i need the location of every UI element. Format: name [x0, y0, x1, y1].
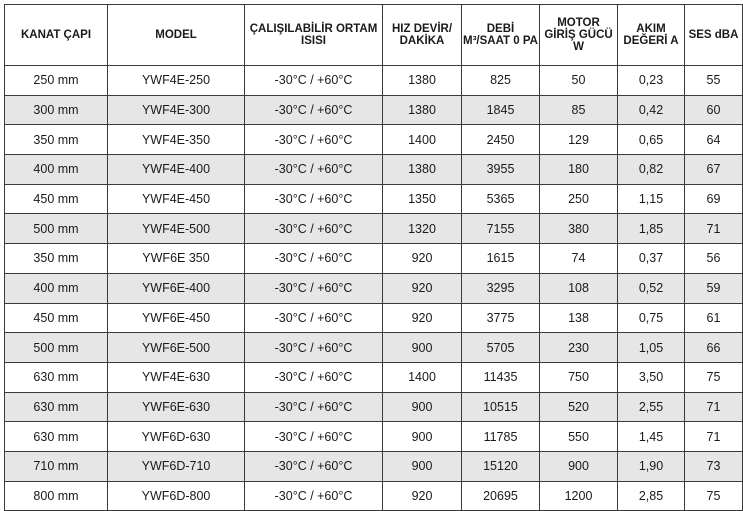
table-body — [5, 66, 743, 511]
header-motor-gucu: MOTOR GİRİŞ GÜCÜ W — [540, 5, 618, 66]
motor-gucu-cell: 180 — [540, 155, 618, 185]
akim-degeri-cell: 1,05 — [618, 333, 685, 363]
motor-gucu-cell: 108 — [540, 273, 618, 303]
kanat-capi-cell: 400 mm — [5, 155, 108, 185]
kanat-capi-cell: 250 mm — [5, 66, 108, 96]
ses-cell: 59 — [685, 273, 743, 303]
akim-degeri-cell: 3,50 — [618, 362, 685, 392]
header-hiz-devir: HIZ DEVİR/ DAKİKA — [383, 5, 462, 66]
akim-degeri-cell: 2,55 — [618, 392, 685, 422]
motor-gucu-cell: 50 — [540, 66, 618, 96]
ortam-isisi-cell: -30°C / +60°C — [245, 244, 383, 274]
ortam-isisi-cell: -30°C / +60°C — [245, 303, 383, 333]
ses-cell: 75 — [685, 362, 743, 392]
ortam-isisi-cell: -30°C / +60°C — [245, 184, 383, 214]
akim-degeri-cell: 1,45 — [618, 422, 685, 452]
model-cell: YWF6E-500 — [108, 333, 245, 363]
akim-degeri-cell: 1,90 — [618, 451, 685, 481]
debi-cell: 15120 — [462, 451, 540, 481]
debi-cell: 1845 — [462, 95, 540, 125]
motor-gucu-cell: 520 — [540, 392, 618, 422]
akim-degeri-cell: 0,37 — [618, 244, 685, 274]
motor-gucu-cell: 380 — [540, 214, 618, 244]
ortam-isisi-cell: -30°C / +60°C — [245, 392, 383, 422]
hiz-devir-cell: 900 — [383, 333, 462, 363]
debi-cell: 3295 — [462, 273, 540, 303]
model-cell: YWF6D-710 — [108, 451, 245, 481]
hiz-devir-cell: 920 — [383, 303, 462, 333]
hiz-devir-cell: 900 — [383, 422, 462, 452]
model-cell: YWF4E-250 — [108, 66, 245, 96]
model-cell: YWF6D-800 — [108, 481, 245, 511]
motor-gucu-cell: 1200 — [540, 481, 618, 511]
hiz-devir-cell: 900 — [383, 451, 462, 481]
hiz-devir-cell: 1320 — [383, 214, 462, 244]
kanat-capi-cell: 630 mm — [5, 362, 108, 392]
motor-gucu-cell: 900 — [540, 451, 618, 481]
table-row — [5, 244, 743, 274]
hiz-devir-cell: 920 — [383, 481, 462, 511]
ortam-isisi-cell: -30°C / +60°C — [245, 155, 383, 185]
hiz-devir-cell: 1380 — [383, 66, 462, 96]
kanat-capi-cell: 500 mm — [5, 214, 108, 244]
header-akim-degeri: AKIM DEĞERİ A — [618, 5, 685, 66]
kanat-capi-cell: 450 mm — [5, 303, 108, 333]
debi-cell: 7155 — [462, 214, 540, 244]
table-row — [5, 125, 743, 155]
akim-degeri-cell: 1,15 — [618, 184, 685, 214]
ses-cell: 61 — [685, 303, 743, 333]
header-kanat-capi: KANAT ÇAPI — [5, 5, 108, 66]
motor-gucu-cell: 750 — [540, 362, 618, 392]
kanat-capi-cell: 450 mm — [5, 184, 108, 214]
ortam-isisi-cell: -30°C / +60°C — [245, 66, 383, 96]
kanat-capi-cell: 400 mm — [5, 273, 108, 303]
ortam-isisi-cell: -30°C / +60°C — [245, 422, 383, 452]
header-ses: SES dBA — [685, 5, 743, 66]
ses-cell: 56 — [685, 244, 743, 274]
table-row — [5, 66, 743, 96]
ses-cell: 71 — [685, 214, 743, 244]
header-debi: DEBİ M³/SAAT 0 PA — [462, 5, 540, 66]
debi-cell: 11785 — [462, 422, 540, 452]
ses-cell: 71 — [685, 422, 743, 452]
fan-spec-table — [4, 4, 743, 511]
table-row — [5, 333, 743, 363]
ses-cell: 67 — [685, 155, 743, 185]
kanat-capi-cell: 800 mm — [5, 481, 108, 511]
model-cell: YWF4E-300 — [108, 95, 245, 125]
ortam-isisi-cell: -30°C / +60°C — [245, 362, 383, 392]
kanat-capi-cell: 630 mm — [5, 422, 108, 452]
table-row — [5, 184, 743, 214]
debi-cell: 2450 — [462, 125, 540, 155]
table-row — [5, 422, 743, 452]
hiz-devir-cell: 1350 — [383, 184, 462, 214]
model-cell: YWF6E 350 — [108, 244, 245, 274]
motor-gucu-cell: 230 — [540, 333, 618, 363]
ses-cell: 55 — [685, 66, 743, 96]
ses-cell: 69 — [685, 184, 743, 214]
spec-table-container — [4, 4, 743, 511]
debi-cell: 3775 — [462, 303, 540, 333]
motor-gucu-cell: 250 — [540, 184, 618, 214]
model-cell: YWF4E-350 — [108, 125, 245, 155]
motor-gucu-cell: 129 — [540, 125, 618, 155]
akim-degeri-cell: 0,65 — [618, 125, 685, 155]
kanat-capi-cell: 500 mm — [5, 333, 108, 363]
akim-degeri-cell: 0,52 — [618, 273, 685, 303]
hiz-devir-cell: 920 — [383, 273, 462, 303]
debi-cell: 3955 — [462, 155, 540, 185]
debi-cell: 20695 — [462, 481, 540, 511]
debi-cell: 11435 — [462, 362, 540, 392]
akim-degeri-cell: 1,85 — [618, 214, 685, 244]
table-row — [5, 214, 743, 244]
model-cell: YWF6D-630 — [108, 422, 245, 452]
kanat-capi-cell: 630 mm — [5, 392, 108, 422]
motor-gucu-cell: 138 — [540, 303, 618, 333]
akim-degeri-cell: 0,23 — [618, 66, 685, 96]
table-row — [5, 392, 743, 422]
debi-cell: 825 — [462, 66, 540, 96]
hiz-devir-cell: 920 — [383, 244, 462, 274]
debi-cell: 5705 — [462, 333, 540, 363]
ortam-isisi-cell: -30°C / +60°C — [245, 333, 383, 363]
table-row — [5, 451, 743, 481]
kanat-capi-cell: 350 mm — [5, 125, 108, 155]
header-model: MODEL — [108, 5, 245, 66]
table-row — [5, 481, 743, 511]
ortam-isisi-cell: -30°C / +60°C — [245, 125, 383, 155]
akim-degeri-cell: 0,42 — [618, 95, 685, 125]
ses-cell: 60 — [685, 95, 743, 125]
ses-cell: 73 — [685, 451, 743, 481]
header-ortam-isisi: ÇALIŞILABİLİR ORTAM ISISI — [245, 5, 383, 66]
kanat-capi-cell: 300 mm — [5, 95, 108, 125]
table-row — [5, 362, 743, 392]
hiz-devir-cell: 1380 — [383, 155, 462, 185]
motor-gucu-cell: 74 — [540, 244, 618, 274]
model-cell: YWF6E-630 — [108, 392, 245, 422]
model-cell: YWF4E-400 — [108, 155, 245, 185]
ses-cell: 75 — [685, 481, 743, 511]
table-row — [5, 273, 743, 303]
debi-cell: 5365 — [462, 184, 540, 214]
ortam-isisi-cell: -30°C / +60°C — [245, 95, 383, 125]
ses-cell: 66 — [685, 333, 743, 363]
ortam-isisi-cell: -30°C / +60°C — [245, 214, 383, 244]
header-row — [5, 5, 743, 66]
ses-cell: 71 — [685, 392, 743, 422]
kanat-capi-cell: 350 mm — [5, 244, 108, 274]
akim-degeri-cell: 2,85 — [618, 481, 685, 511]
ses-cell: 64 — [685, 125, 743, 155]
motor-gucu-cell: 550 — [540, 422, 618, 452]
ortam-isisi-cell: -30°C / +60°C — [245, 481, 383, 511]
akim-degeri-cell: 0,75 — [618, 303, 685, 333]
hiz-devir-cell: 1400 — [383, 362, 462, 392]
model-cell: YWF4E-450 — [108, 184, 245, 214]
ortam-isisi-cell: -30°C / +60°C — [245, 451, 383, 481]
hiz-devir-cell: 900 — [383, 392, 462, 422]
debi-cell: 10515 — [462, 392, 540, 422]
debi-cell: 1615 — [462, 244, 540, 274]
model-cell: YWF6E-450 — [108, 303, 245, 333]
hiz-devir-cell: 1380 — [383, 95, 462, 125]
hiz-devir-cell: 1400 — [383, 125, 462, 155]
table-row — [5, 303, 743, 333]
model-cell: YWF4E-630 — [108, 362, 245, 392]
table-row — [5, 155, 743, 185]
ortam-isisi-cell: -30°C / +60°C — [245, 273, 383, 303]
kanat-capi-cell: 710 mm — [5, 451, 108, 481]
model-cell: YWF6E-400 — [108, 273, 245, 303]
model-cell: YWF4E-500 — [108, 214, 245, 244]
akim-degeri-cell: 0,82 — [618, 155, 685, 185]
table-row — [5, 95, 743, 125]
motor-gucu-cell: 85 — [540, 95, 618, 125]
